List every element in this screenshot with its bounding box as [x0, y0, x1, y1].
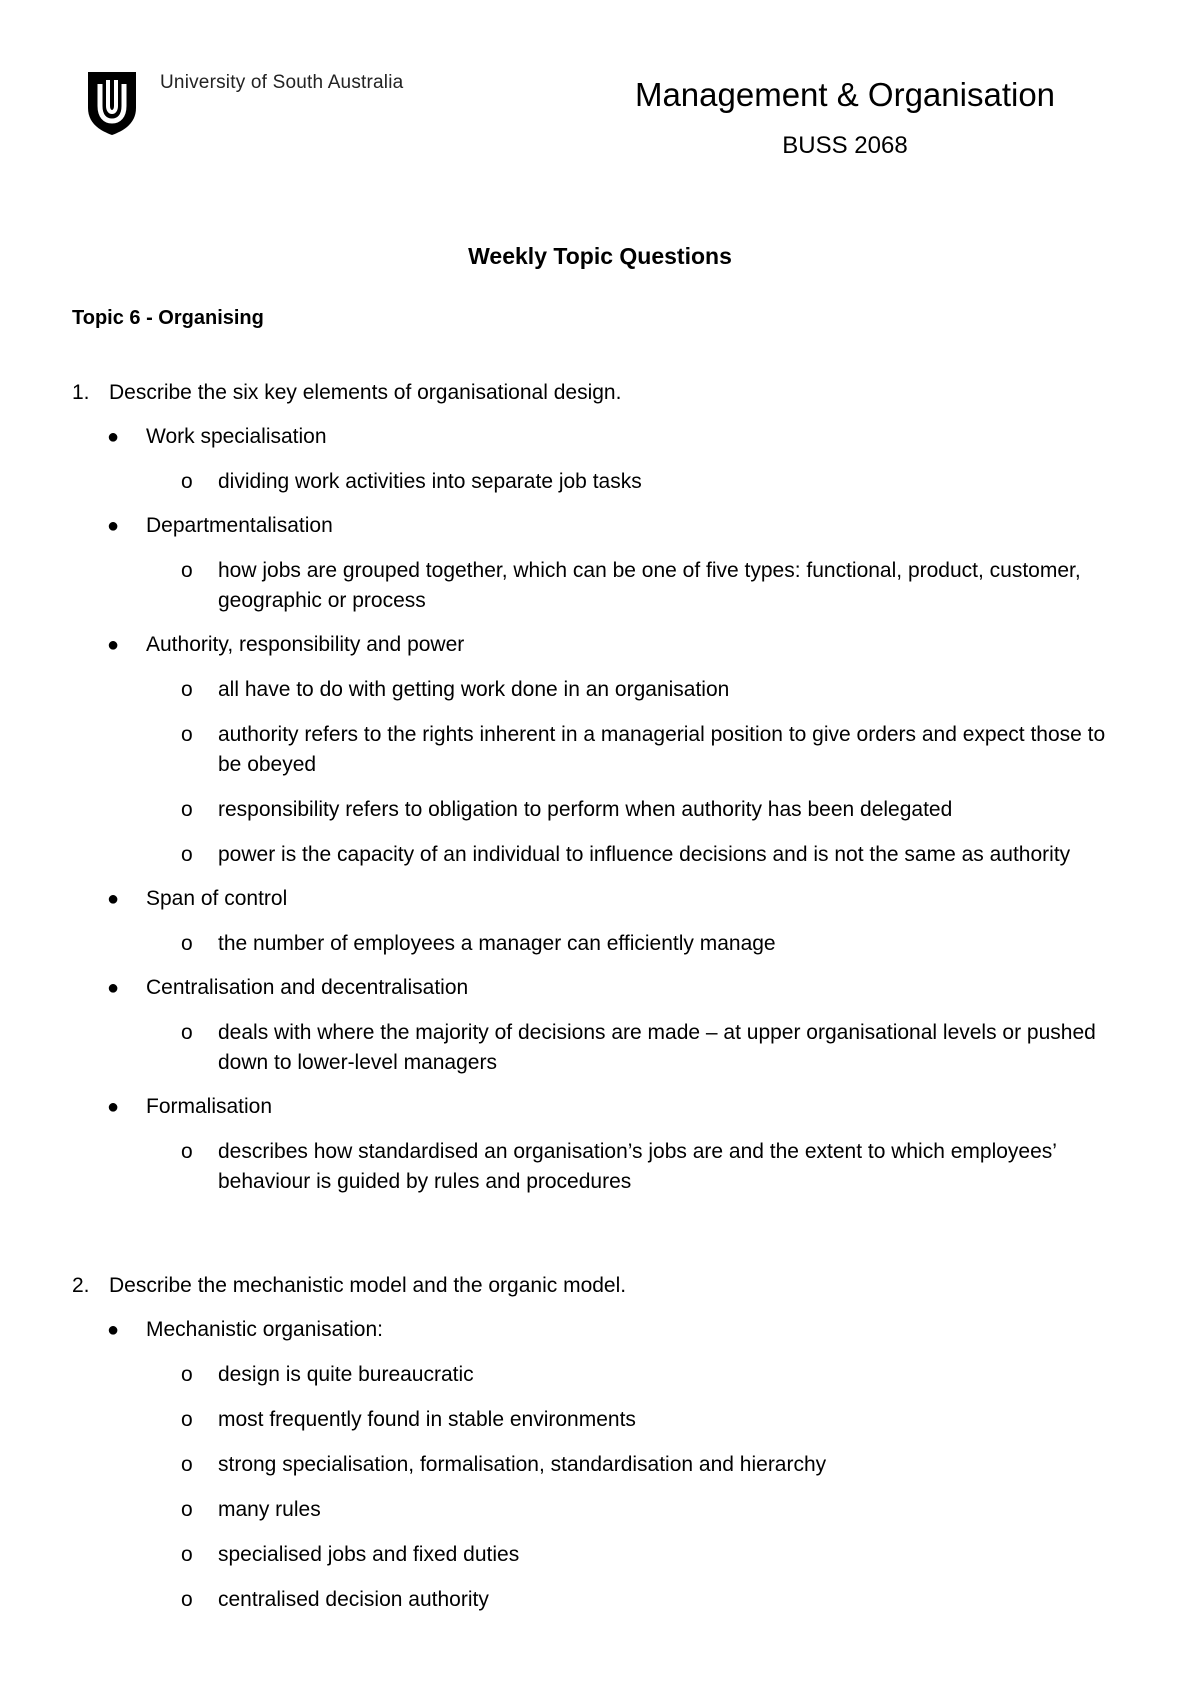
- sub-item: o all have to do with getting work done in an organisation: [72, 675, 1132, 705]
- list-item: [72, 630, 1132, 870]
- sub-bullet-icon: o: [181, 1588, 193, 1611]
- item-label: Work specialisation: [146, 425, 327, 448]
- question-1: [72, 378, 1132, 1197]
- element-list: [72, 422, 1132, 1197]
- bullet-icon: ●: [107, 515, 120, 537]
- sub-item: o the number of employees a manager can efficiently manage: [72, 929, 1132, 959]
- question-text: Describe the mechanistic model and the organic model.: [109, 1274, 627, 1297]
- sub-item: o strong specialisation, formalisation, standardisation and hierarchy: [72, 1450, 1132, 1480]
- sub-item: o how jobs are grouped together, which can be one of five types: functional, product, customer, geographic or process: [72, 556, 1132, 616]
- university-logo: [86, 70, 403, 136]
- sub-bullet-icon: o: [181, 470, 193, 493]
- sub-item: o most frequently found in stable environments: [72, 1405, 1132, 1435]
- list-item: [72, 511, 1132, 616]
- question-2: [72, 1271, 1132, 1615]
- question-line: [72, 378, 1132, 408]
- question-line: [72, 1271, 1132, 1301]
- sub-bullet-icon: o: [181, 1543, 193, 1566]
- sub-bullet-icon: o: [181, 678, 193, 701]
- sub-bullet-icon: o: [181, 1453, 193, 1476]
- list-item: [72, 422, 1132, 497]
- bullet-icon: ●: [107, 977, 120, 999]
- document-heading: Weekly Topic Questions: [468, 243, 732, 269]
- sub-item: o authority refers to the rights inherent in a managerial position to give orders and expect those to be obeyed: [72, 720, 1132, 780]
- sub-item: o centralised decision authority: [72, 1585, 1132, 1615]
- sub-item: o design is quite bureaucratic: [72, 1360, 1132, 1390]
- sub-bullet-icon: o: [181, 723, 193, 746]
- model-list: [72, 1315, 1132, 1615]
- sub-item: o deals with where the majority of decisions are made – at upper organisational levels or pushed down to lower-level managers: [72, 1018, 1132, 1078]
- bullet-icon: ●: [107, 1096, 120, 1118]
- item-label: Formalisation: [146, 1095, 273, 1118]
- university-shield-icon: [86, 70, 138, 136]
- sub-bullet-icon: o: [181, 1021, 193, 1044]
- list-item: [72, 1092, 1132, 1197]
- sub-bullet-icon: o: [181, 932, 193, 955]
- course-title: Management & Organisation: [634, 76, 1056, 113]
- list-item: [72, 1315, 1132, 1615]
- sub-bullet-icon: o: [181, 843, 193, 866]
- bullet-icon: ●: [107, 888, 120, 910]
- sub-bullet-icon: o: [181, 559, 193, 582]
- bullet-icon: ●: [107, 426, 120, 448]
- sub-item: o describes how standardised an organisation’s jobs are and the extent to which employees’ behaviour is guided by rules and procedures: [72, 1137, 1132, 1197]
- university-name: University of South Australia: [160, 72, 404, 93]
- item-label: Authority, responsibility and power: [146, 633, 465, 656]
- item-label: Mechanistic organisation:: [146, 1318, 383, 1341]
- sub-bullet-icon: o: [181, 1363, 193, 1386]
- bullet-icon: ●: [107, 634, 120, 656]
- item-label: Departmentalisation: [146, 514, 333, 537]
- sub-item: o responsibility refers to obligation to perform when authority has been delegated: [72, 795, 1132, 825]
- topic-heading: Topic 6 - Organising: [72, 307, 264, 329]
- sub-item: o specialised jobs and fixed duties: [72, 1540, 1132, 1570]
- sub-bullet-icon: o: [181, 1408, 193, 1431]
- sub-item: o power is the capacity of an individual to influence decisions and is not the same as authority: [72, 840, 1132, 870]
- course-code: BUSS 2068: [782, 132, 908, 159]
- list-item: [72, 973, 1132, 1078]
- sub-item: o dividing work activities into separate job tasks: [72, 467, 1132, 497]
- sub-bullet-icon: o: [181, 1498, 193, 1521]
- item-label: Centralisation and decentralisation: [146, 976, 469, 999]
- sub-bullet-icon: o: [181, 798, 193, 821]
- sub-bullet-icon: o: [181, 1140, 193, 1163]
- bullet-icon: ●: [107, 1319, 120, 1341]
- sub-item: o many rules: [72, 1495, 1132, 1525]
- question-text: Describe the six key elements of organisational design.: [109, 381, 622, 404]
- item-label: Span of control: [146, 887, 288, 910]
- question-number: 2.: [72, 1274, 90, 1297]
- question-number: 1.: [72, 381, 90, 404]
- list-item: [72, 884, 1132, 959]
